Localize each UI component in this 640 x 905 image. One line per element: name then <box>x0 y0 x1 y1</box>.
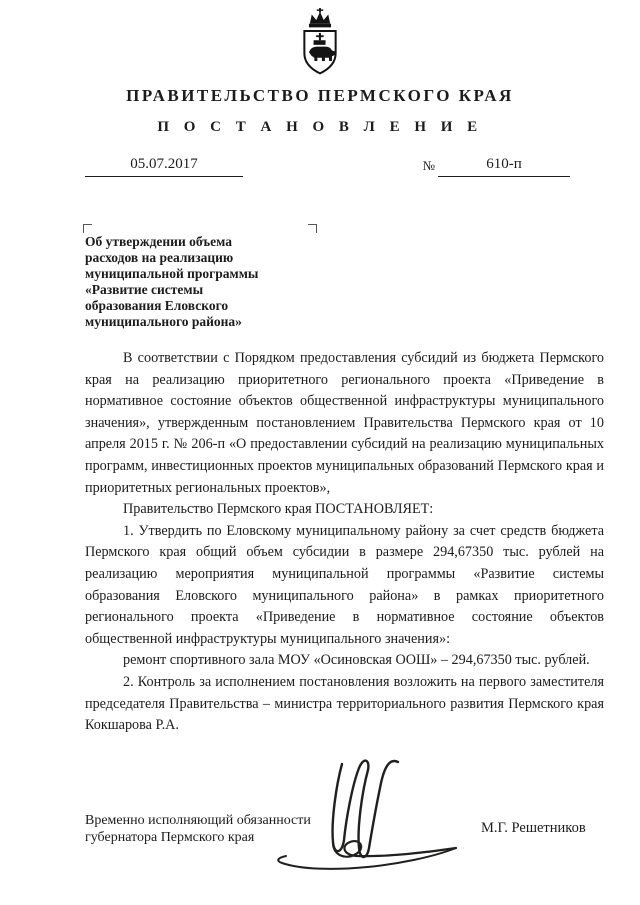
subject-line: муниципальной программы <box>85 266 259 281</box>
coat-of-arms-icon <box>0 8 640 78</box>
document-number-field <box>423 156 570 177</box>
signature-block <box>85 788 604 898</box>
corner-mark-right-icon <box>308 224 317 233</box>
signer-name: М.Г. Решетников <box>481 820 586 836</box>
subject-line: муниципального района» <box>85 314 242 329</box>
body-text <box>85 348 604 737</box>
document-type-title: П О С Т А Н О В Л Е Н И Е <box>157 119 483 135</box>
number-sign: № <box>422 158 435 173</box>
subject-block <box>85 234 313 330</box>
signer-position-line: губернатора Пермского края <box>85 830 255 845</box>
body-paragraph: Правительство Пермского края ПОСТАНОВЛЯЕТ: <box>123 501 434 518</box>
corner-mark-left-icon <box>83 224 92 233</box>
subject-line: Об утверждении объема <box>85 234 232 249</box>
body-paragraph: 2. Контроль за исполнением постановления возложить на первого заместителя председателя Правительства – министра территориального развития Пермского края Кокшарова Р.А. <box>85 673 604 734</box>
subject-line: расходов на реализацию <box>85 250 234 265</box>
signer-position-line: Временно исполняющий обязанности <box>85 813 311 828</box>
signature-autograph <box>270 750 505 885</box>
body-paragraph: В соответствии с Порядком предоставления субсидий из бюджета Пермского края на реализацию приоритетного регионального проекта «Приведение в нормативное состояние объектов общественной инфраструктуры муниципального значения», утвержденным постановлением Правительства Пермского края от 10 апреля 2015 г. № 206-п «О предоставлении субсидий на реализацию муниципальных программ, инвестиционных проектов муниципальных образований Пермского края и приоритетных региональных проектов», <box>85 350 604 496</box>
subject-line: образования Еловского <box>85 298 229 313</box>
org-title: ПРАВИТЕЛЬСТВО ПЕРМСКОГО КРАЯ <box>126 86 514 105</box>
document-date: 05.07.2017 <box>85 156 243 177</box>
document-number: 610-п <box>438 156 570 177</box>
subject-line: «Развитие системы <box>85 282 204 297</box>
meta-row <box>85 156 570 177</box>
body-paragraph: 1. Утвердить по Еловскому муниципальному району за счет средств бюджета Пермского края общий объем субсидии в размере 294,67350 тыс. рублей на реализацию мероприятия муниципальной программы «Развитие системы образования Еловского муниципального района» в рамках приоритетного регионального проекта «Приведение в нормативное состояние объектов общественной инфраструктуры муниципального значения»: <box>85 522 604 647</box>
body-paragraph: ремонт спортивного зала МОУ «Осиновская ООШ» – 294,67350 тыс. рублей. <box>123 652 590 669</box>
